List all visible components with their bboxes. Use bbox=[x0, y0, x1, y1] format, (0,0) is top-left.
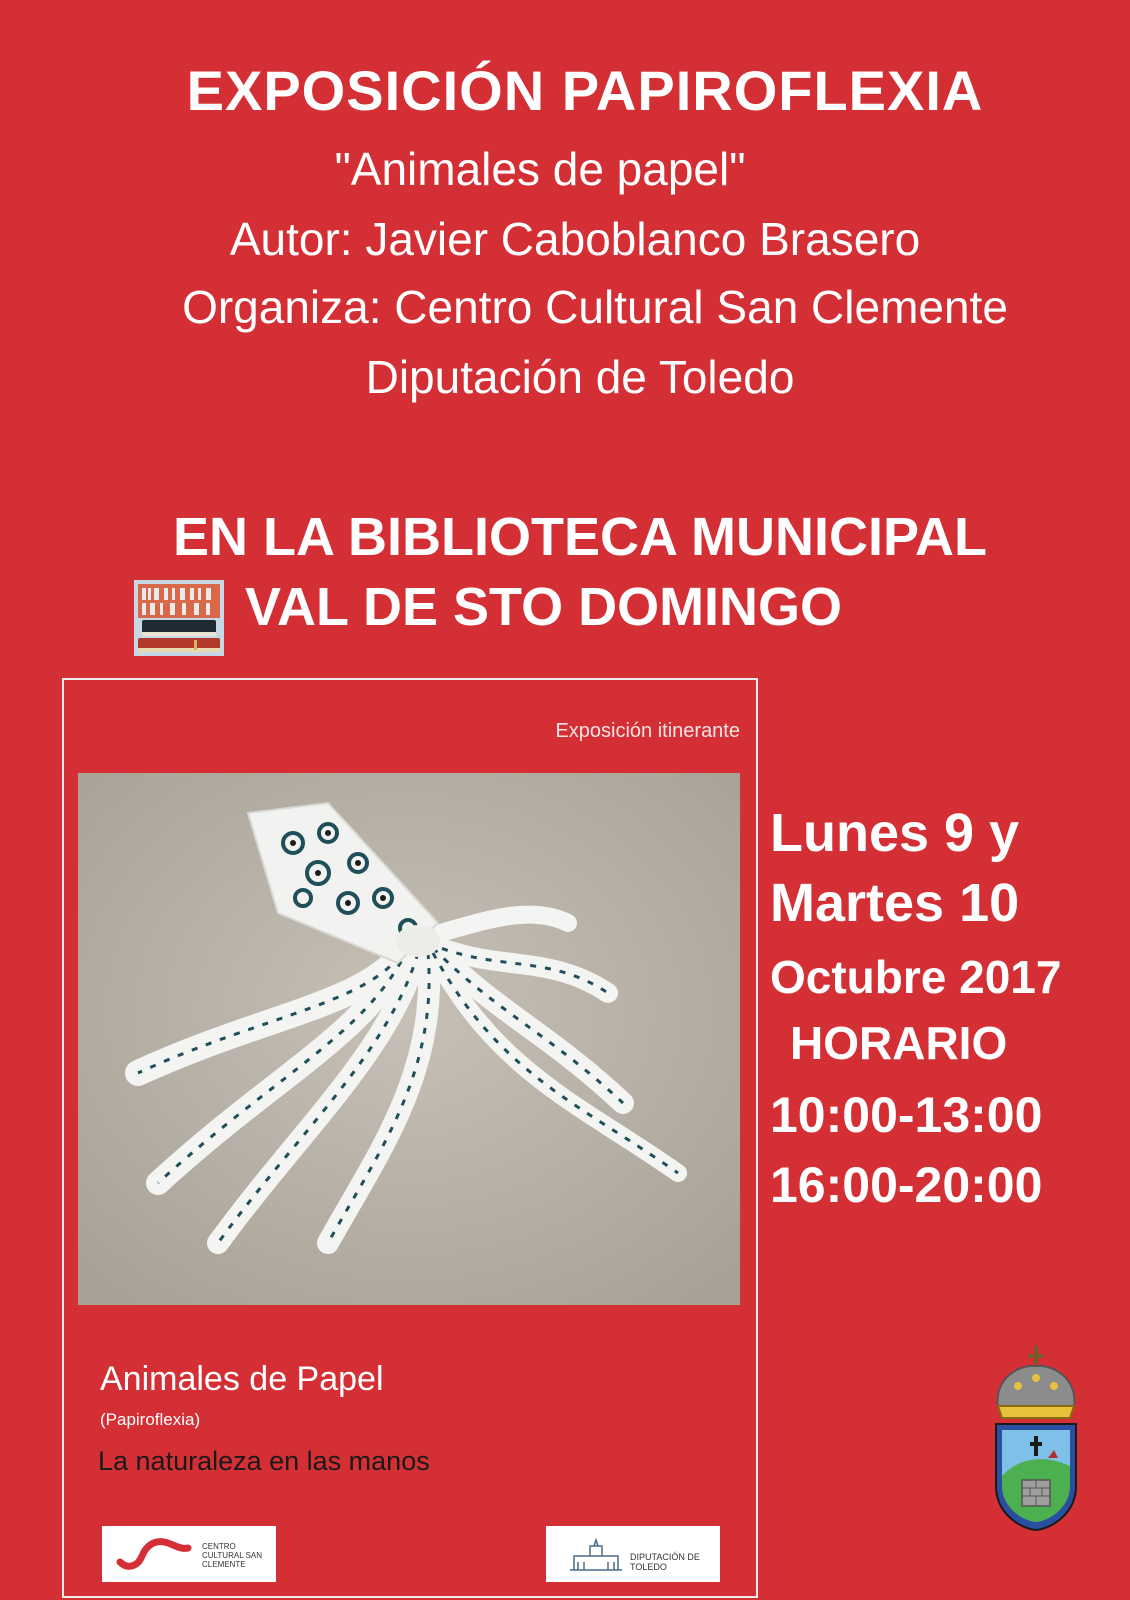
san-clemente-logo bbox=[102, 1526, 276, 1582]
san-clemente-logo-text: CENTRO CULTURAL SAN CLEMENTE bbox=[202, 1542, 263, 1569]
san-clemente-logo-mark bbox=[114, 1536, 194, 1572]
schedule-day-2: Martes 10 bbox=[770, 873, 1020, 933]
schedule-month: Octubre 2017 bbox=[770, 951, 1062, 1003]
poster-subtitle: (Papiroflexia) bbox=[100, 1410, 201, 1429]
author-line: Autor: Javier Caboblanco Brasero bbox=[229, 213, 921, 265]
venue-line-2: VAL DE STO DOMINGO bbox=[245, 577, 843, 637]
origami-octopus-photo bbox=[78, 773, 740, 1305]
poster-label: Exposición itinerante bbox=[555, 720, 740, 742]
toledo-building-icon bbox=[566, 1536, 626, 1574]
schedule-morning-hours: 10:00-13:00 bbox=[770, 1087, 1043, 1143]
schedule-hours-label: HORARIO bbox=[790, 1017, 1008, 1069]
institution-line: Diputación de Toledo bbox=[365, 351, 795, 403]
organizer-line: Organiza: Centro Cultural San Clemente bbox=[182, 281, 1008, 333]
diputacion-toledo-logo bbox=[546, 1526, 720, 1582]
schedule-afternoon-hours: 16:00-20:00 bbox=[770, 1157, 1043, 1213]
venue-line-1: EN LA BIBLIOTECA MUNICIPAL bbox=[173, 507, 987, 567]
diputacion-toledo-logo-text: DIPUTACIÓN DE TOLEDO bbox=[630, 1552, 700, 1572]
exhibition-title: EXPOSICIÓN PAPIROFLEXIA bbox=[186, 59, 984, 122]
exhibition-subtitle: "Animales de papel" bbox=[334, 143, 746, 195]
poster-tagline: La naturaleza en las manos bbox=[98, 1446, 430, 1476]
municipal-coat-of-arms-icon bbox=[988, 1346, 1084, 1531]
schedule-day-1: Lunes 9 y bbox=[770, 803, 1020, 863]
library-books-icon bbox=[134, 580, 224, 656]
exhibition-poster bbox=[62, 678, 758, 1598]
poster-title: Animales de Papel bbox=[100, 1360, 384, 1398]
